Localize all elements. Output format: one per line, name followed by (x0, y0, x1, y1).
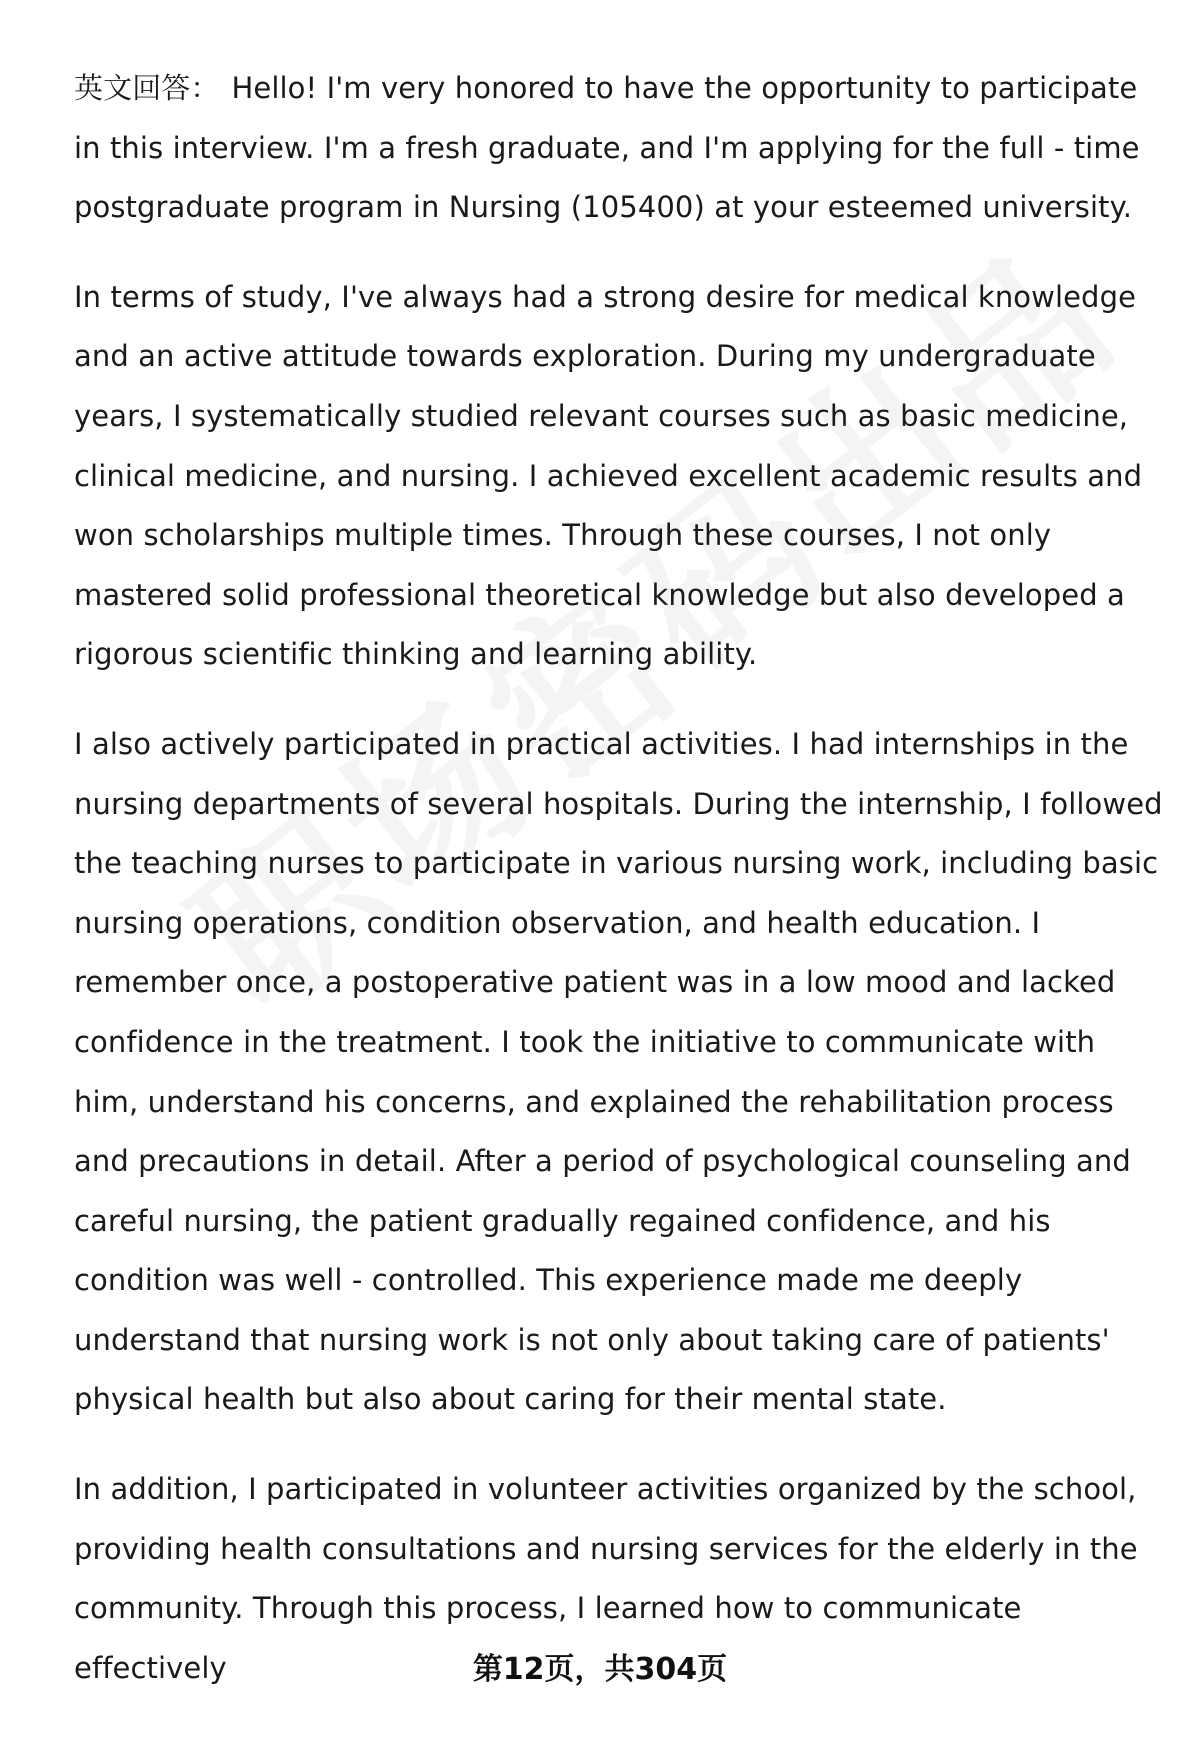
paragraph-study: In terms of study, I've always had a strong desire for medical knowledge and an active attitude towards exploration. During my undergraduate years, I systematically studied relevant courses such as basic medicine, clinical medicine, and nursing. I achieved excellent academic results and won scholarships multiple times. Through these courses, I not only mastered solid professional theoretical knowledge but also developed a rigorous scientific thinking and learning ability. (74, 279, 1143, 672)
paragraph-intro-text: Hello! I'm very honored to have the opportunity to participate in this interview. I'm a fresh graduate, and I'm applying for the full - time postgraduate program in Nursing (105400) at your esteemed university. (74, 71, 1140, 225)
document-body (74, 59, 1164, 1728)
paragraph-volunteer: In addition, I participated in volunteer activities organized by the school, providing health consultations and nursing services for the elderly in the community. Through this process, I learned how to communicate effectively (74, 1472, 1138, 1685)
answer-label: 英文回答： (74, 71, 220, 105)
paragraph-intro (74, 59, 1164, 238)
paragraph-practice: I also actively participated in practical activities. I had internships in the nursing departments of several hospitals. During the internship, I followed the teaching nurses to participate in various nursing work, including basic nursing operations, condition observation, and health education. I remember once, a postoperative patient was in a low mood and lacked confidence in the treatment. I took the initiative to communicate with him, understand his concerns, and explained the rehabilitation process and precautions in detail. After a period of psychological counseling and careful nursing, the patient gradually regained confidence, and his condition was well - controlled. This experience made me deeply understand that nursing work is not only about taking care of patients' physical health but also about caring for their mental state. (74, 726, 1163, 1417)
page-number-footer: 第12页，共304页 (472, 1652, 728, 1687)
